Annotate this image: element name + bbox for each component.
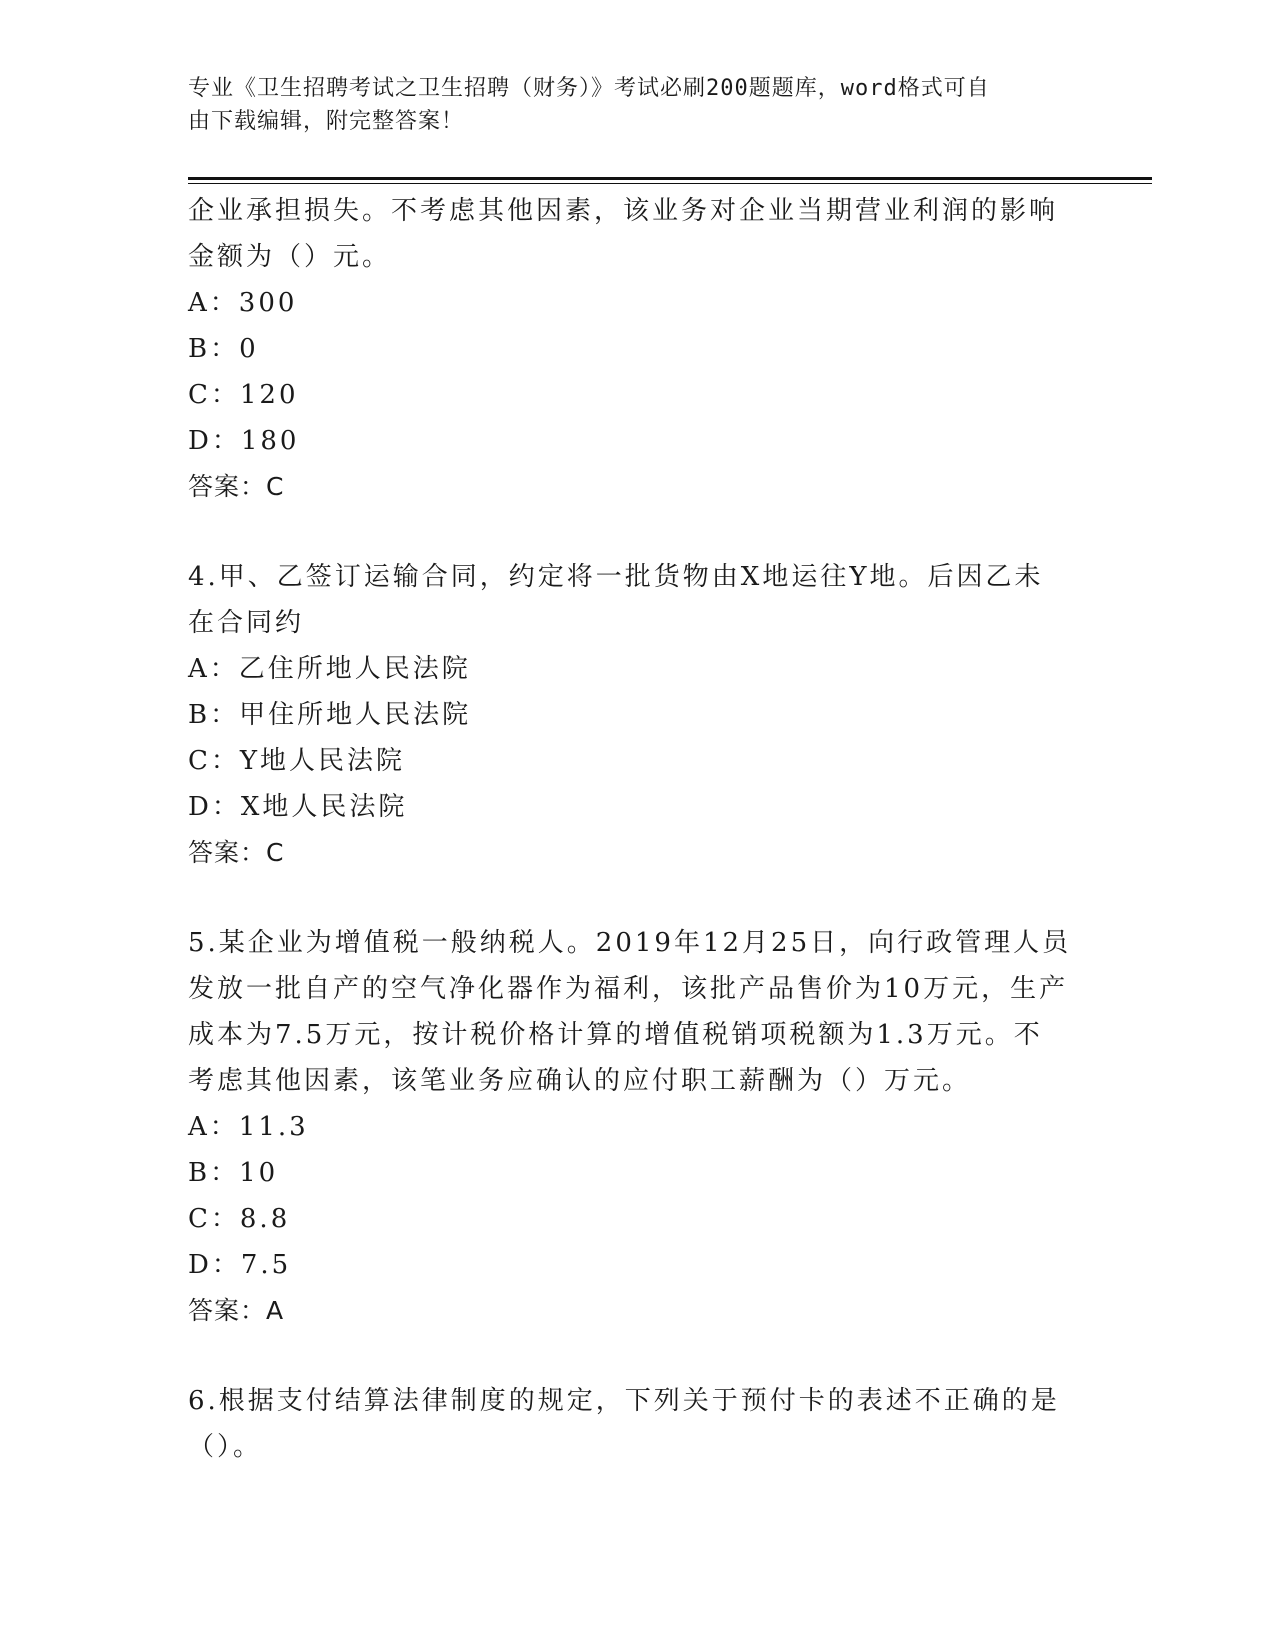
option-c: C：Y地人民法院 [188, 746, 406, 776]
question-text-line: 成本为7.5万元，按计税价格计算的增值税销项税额为1.3万元。不 [188, 1020, 1043, 1050]
option-d: D：7.5 [188, 1250, 292, 1280]
question-4 [188, 554, 1088, 876]
question-text-line: （）。 [188, 1432, 263, 1462]
question-text-line: 6.根据支付结算法律制度的规定，下列关于预付卡的表述不正确的是 [188, 1386, 1060, 1416]
header-line-1: 专业《卫生招聘考试之卫生招聘（财务）》考试必刷200题题库，word格式可自 [188, 76, 990, 101]
option-b: B：10 [188, 1158, 279, 1188]
answer: 答案：C [188, 472, 285, 501]
question-text-line: 金额为（）元。 [188, 242, 392, 272]
option-c: C：8.8 [188, 1204, 291, 1234]
header-divider-thick [188, 177, 1152, 180]
header-divider-thin [188, 183, 1152, 184]
question-text-line: 考虑其他因素，该笔业务应确认的应付职工薪酬为（）万元。 [188, 1066, 972, 1096]
option-d: D：X地人民法院 [188, 792, 408, 822]
question-text-line: 企业承担损失。不考虑其他因素，该业务对企业当期营业利润的影响 [188, 196, 1059, 226]
header-line-2: 由下载编辑，附完整答案！ [188, 109, 465, 134]
question-5 [188, 920, 1088, 1334]
option-c: C：120 [188, 380, 299, 410]
question-6 [188, 1378, 1088, 1470]
option-b: B：甲住所地人民法院 [188, 700, 472, 730]
option-a: A：11.3 [188, 1112, 309, 1142]
question-text-line: 4.甲、乙签订运输合同，约定将一批货物由X地运往Y地。后因乙未 [188, 562, 1044, 592]
spacer [188, 510, 1088, 554]
spacer [188, 1334, 1088, 1378]
question-list [188, 188, 1088, 1470]
option-b: B：0 [188, 334, 259, 364]
option-d: D：180 [188, 426, 300, 456]
option-a: A：乙住所地人民法院 [188, 654, 471, 684]
question-text-line: 5.某企业为增值税一般纳税人。2019年12月25日，向行政管理人员 [188, 928, 1072, 958]
answer: 答案：A [188, 1296, 285, 1325]
option-a: A：300 [188, 288, 298, 318]
question-3 [188, 188, 1088, 510]
question-text-line: 在合同约 [188, 608, 305, 638]
question-text-line: 发放一批自产的空气净化器作为福利，该批产品售价为10万元，生产 [188, 974, 1069, 1004]
spacer [188, 876, 1088, 920]
document-header [188, 72, 1068, 138]
answer: 答案：C [188, 838, 285, 867]
